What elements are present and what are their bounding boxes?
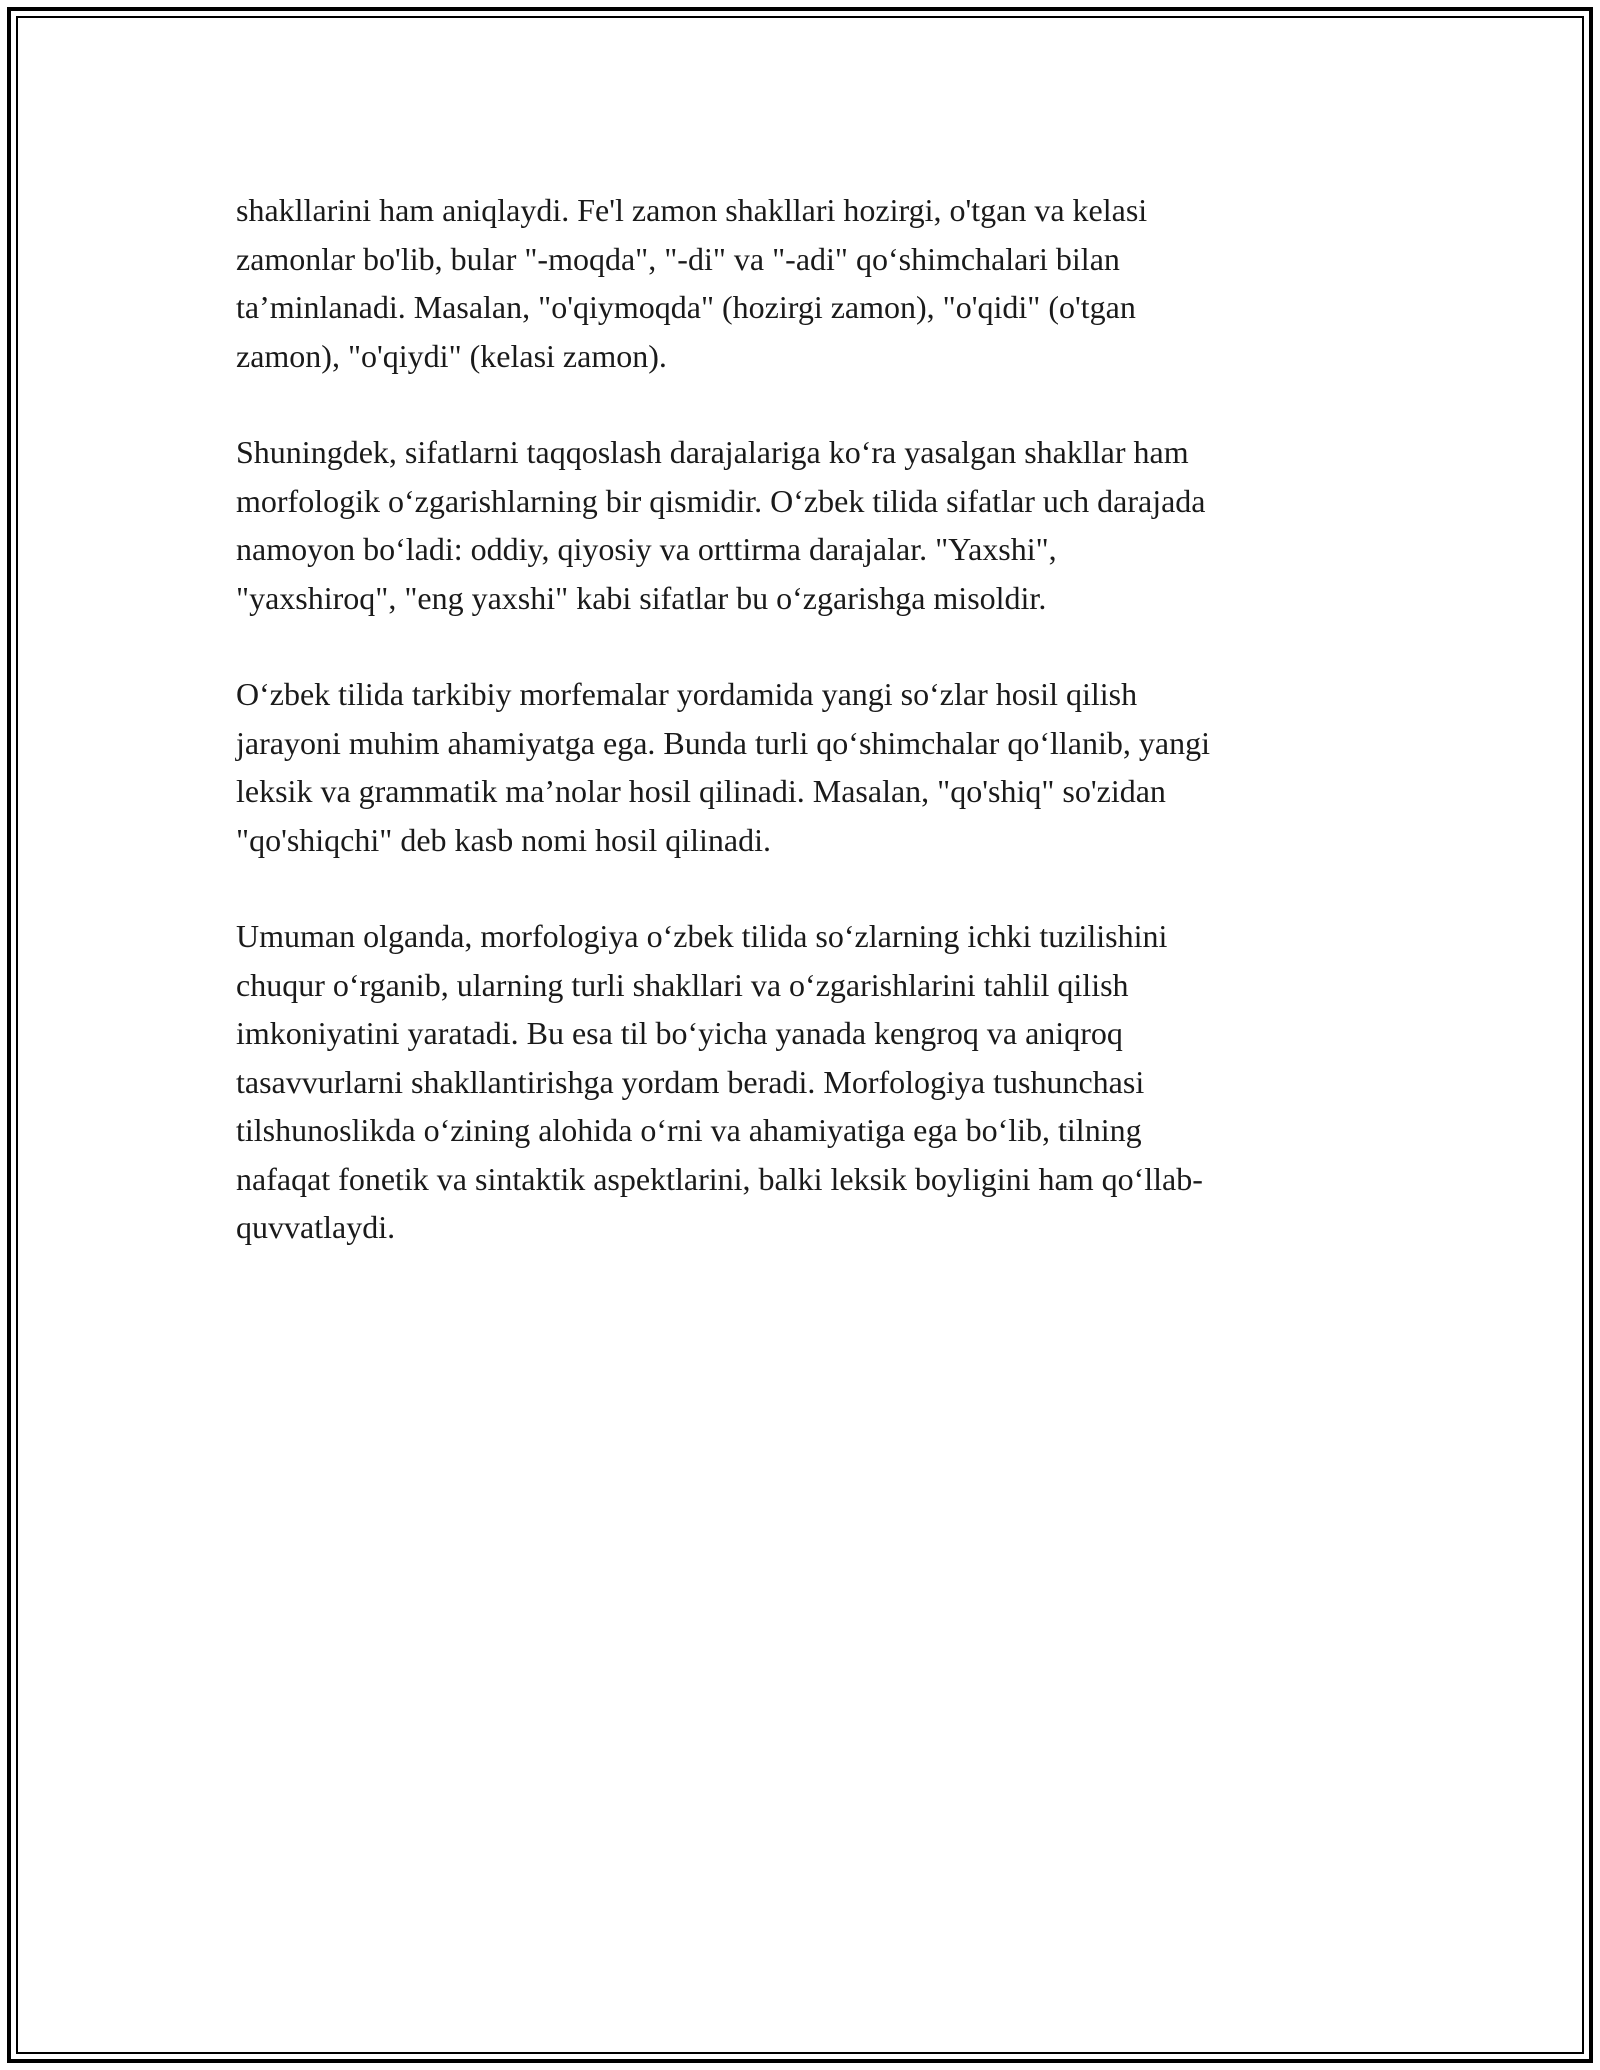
paragraph-3: O‘zbek tilida tarkibiy morfemalar yordamida yangi so‘zlar hosil qilish jarayoni muhim ahamiyatga ega. Bunda turli qo‘shimchalar qo‘llanib, yangi leksik va grammatik ma’nolar hosil qilinadi. Masalan, "qo'shiq" so'zidan "qo'shiqchi" deb kasb nomi hosil qilinadi. <box>236 676 1210 858</box>
paragraph-2: Shuningdek, sifatlarni taqqoslash darajalariga ko‘ra yasalgan shakllar ham morfologik o‘zgarishlarning bir qismidir. O‘zbek tilida sifatlar uch darajada namoyon bo‘ladi: oddiy, qiyosiy va orttirma darajalar. "Yaxshi", "yaxshiroq", "eng yaxshi" kabi sifatlar bu o‘zgarishga misoldir. <box>236 434 1206 616</box>
document-body <box>236 186 1366 1300</box>
paragraph-1: shakllarini ham aniqlaydi. Fe'l zamon shakllari hozirgi, o'tgan va kelasi zamonlar bo'lib, bular "-moqda", "-di" va "-adi" qo‘shimchalari bilan ta’minlanadi. Masalan, "o'qiymoqda" (hozirgi zamon), "o'qidi" (o'tgan zamon), "o'qiydi" (kelasi zamon). <box>236 192 1148 374</box>
paragraph-4: Umuman olganda, morfologiya o‘zbek tilida so‘zlarning ichki tuzilishini chuqur o‘rganib, ularning turli shakllari va o‘zgarishlarini tahlil qilish imkoniyatini yaratadi. Bu esa til bo‘yicha yanada kengroq va aniqroq tasavvurlarni shakllantirishga yordam beradi. Morfologiya tushunchasi tilshunoslikda o‘zining alohida o‘rni va ahamiyatiga ega bo‘lib, tilning nafaqat fonetik va sintaktik aspektlarini, balki leksik boyligini ham qo‘llab- quvvatlaydi. <box>236 918 1203 1245</box>
